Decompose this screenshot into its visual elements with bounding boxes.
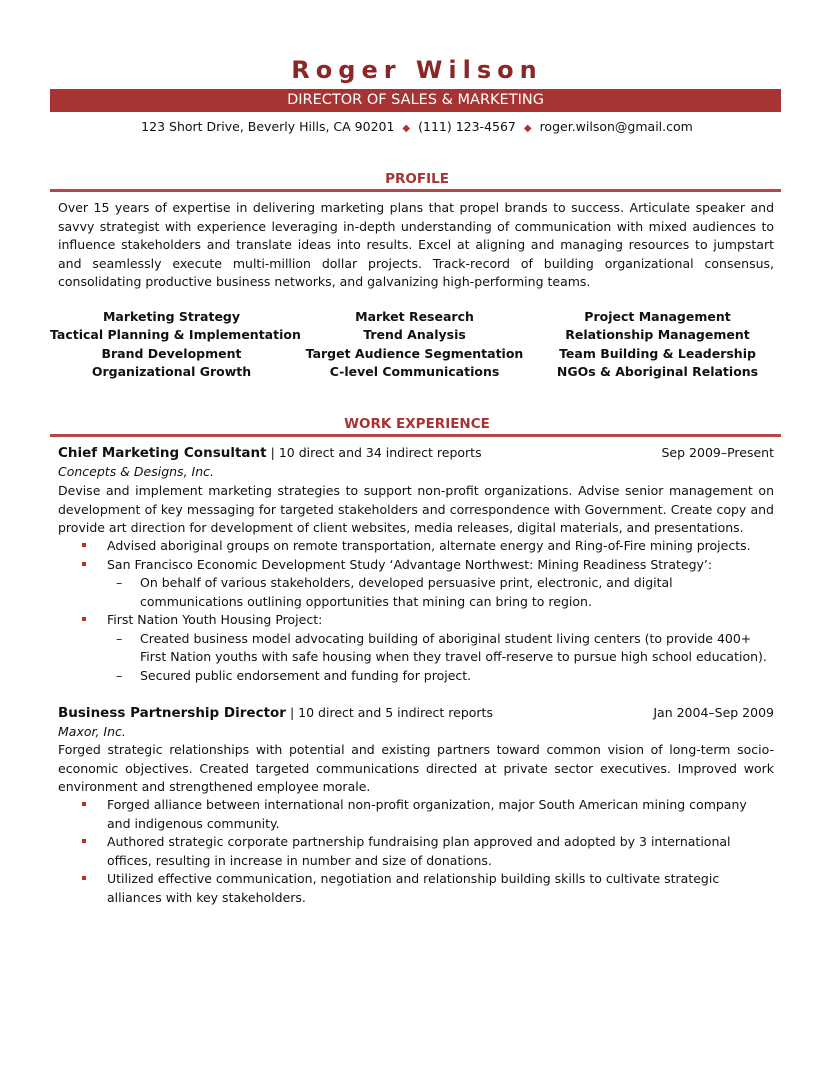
experience-heading: WORK EXPERIENCE xyxy=(344,416,490,432)
phone: (111) 123-4567 xyxy=(418,119,516,134)
skill-item: Tactical Planning & Implementation xyxy=(50,327,301,343)
bullet-square-icon xyxy=(82,617,86,621)
dash-icon: – xyxy=(116,575,123,590)
company-name: Concepts & Designs, Inc. xyxy=(58,464,214,479)
candidate-name: Roger Wilson xyxy=(291,56,543,84)
job-bullets xyxy=(0,537,834,685)
skill-item: Project Management xyxy=(584,309,731,324)
job-bullets xyxy=(0,796,834,907)
skill-item: Team Building & Leadership xyxy=(559,345,756,361)
skill-item: Trend Analysis xyxy=(363,327,466,343)
bullet-square-icon xyxy=(82,562,86,566)
bullet-square-icon xyxy=(82,839,86,843)
job-title: Chief Marketing Consultant xyxy=(58,445,267,461)
job-title-banner: DIRECTOR OF SALES & MARKETING xyxy=(50,89,781,112)
skill-item: Marketing Strategy xyxy=(102,309,241,324)
list-item: First Nation Youth Housing Project: xyxy=(0,611,834,630)
list-item: Utilized effective communication, negotiation and relationship building skills to cultivate strategic alliances with key stakeholders. xyxy=(0,870,834,907)
dash-icon: – xyxy=(116,667,123,683)
skill-item: C-level Communications xyxy=(329,363,500,379)
email: roger.wilson@gmail.com xyxy=(539,119,693,134)
profile-divider xyxy=(50,189,781,192)
bullet-square-icon xyxy=(82,876,86,880)
profile-heading: PROFILE xyxy=(385,171,449,187)
diamond-separator-icon: ◆ xyxy=(402,123,411,134)
list-item: San Francisco Economic Development Study ‘Advantage Northwest: Mining Readiness Strategy’: xyxy=(0,556,834,575)
address: 123 Short Drive, Beverly Hills, CA 90201 xyxy=(141,119,395,134)
skill-item: Brand Development xyxy=(101,345,242,361)
skills-column-3 xyxy=(536,308,779,381)
skills-column-1 xyxy=(50,308,301,381)
dash-icon: – xyxy=(116,630,123,646)
job-reports: 10 direct and 5 indirect reports xyxy=(298,705,493,720)
sub-list-item: – On behalf of various stakeholders, developed persuasive print, electronic, and digital communications outlining opportunities that mining can bring to region. xyxy=(116,575,673,609)
job-header xyxy=(58,443,774,463)
experience-divider xyxy=(50,434,781,437)
pipe-separator: | xyxy=(270,445,275,460)
job-summary: Forged strategic relationships with potential and existing partners toward common vision of long-term socio-economic objectives. Created targeted communications directed at private sector executives. Improved work environment and strengthened employee morale. xyxy=(58,742,774,794)
skill-item: Organizational Growth xyxy=(91,363,252,379)
company-name: Maxor, Inc. xyxy=(58,724,126,739)
skills-column-2 xyxy=(293,308,536,381)
bullet-square-icon xyxy=(82,802,86,806)
contact-line xyxy=(0,119,834,134)
sub-list-item: – Created business model advocating building of aboriginal student living centers (to provide 400+ First Nation youths with safe housing when they travel off-reserve to pursue high school education). xyxy=(116,630,767,664)
list-item: Advised aboriginal groups on remote transportation, alternate energy and Ring-of-Fire mining projects. xyxy=(0,537,834,556)
skill-item: NGOs & Aboriginal Relations xyxy=(556,363,759,379)
job-title: Business Partnership Director xyxy=(58,705,286,721)
list-item: Forged alliance between international non-profit organization, major South American mining company and indigenous community. xyxy=(0,796,834,833)
bullet-square-icon xyxy=(82,543,86,547)
job-dates: Sep 2009–Present xyxy=(661,445,774,460)
job-dates: Jan 2004–Sep 2009 xyxy=(653,705,774,720)
profile-summary: Over 15 years of expertise in delivering marketing plans that propel brands to success. Articulate speaker and savvy strategist with experience leveraging in-depth understanding of communication with mixed audiences to influence stakeholders and translate ideas into results. Excel at aligning and managing resources to jumpstart and seamlessly execute multi-million dollar projects. Track-record of building organizational consensus, consolidating productive business networks, and galvanizing high-performing teams. xyxy=(58,200,774,289)
job-header xyxy=(58,703,774,723)
pipe-separator: | xyxy=(289,705,295,720)
job-reports: 10 direct and 34 indirect reports xyxy=(278,445,482,460)
skill-item: Relationship Management xyxy=(565,327,750,343)
skill-item: Target Audience Segmentation xyxy=(305,345,524,361)
diamond-separator-icon: ◆ xyxy=(523,123,532,134)
sub-list-item: – Secured public endorsement and funding for project. xyxy=(0,667,834,686)
list-item: Authored strategic corporate partnership fundraising plan approved and adopted by 3 international offices, resulting in increase in number and size of donations. xyxy=(0,833,834,870)
skill-item: Market Research xyxy=(355,309,474,324)
job-summary: Devise and implement marketing strategies to support non-profit organizations. Advise senior management on development of key messaging for targeted stakeholders and correspondence with Government. Create copy and provide art direction for development of client websites, media releases, digital materials, and presentations. xyxy=(58,483,774,535)
